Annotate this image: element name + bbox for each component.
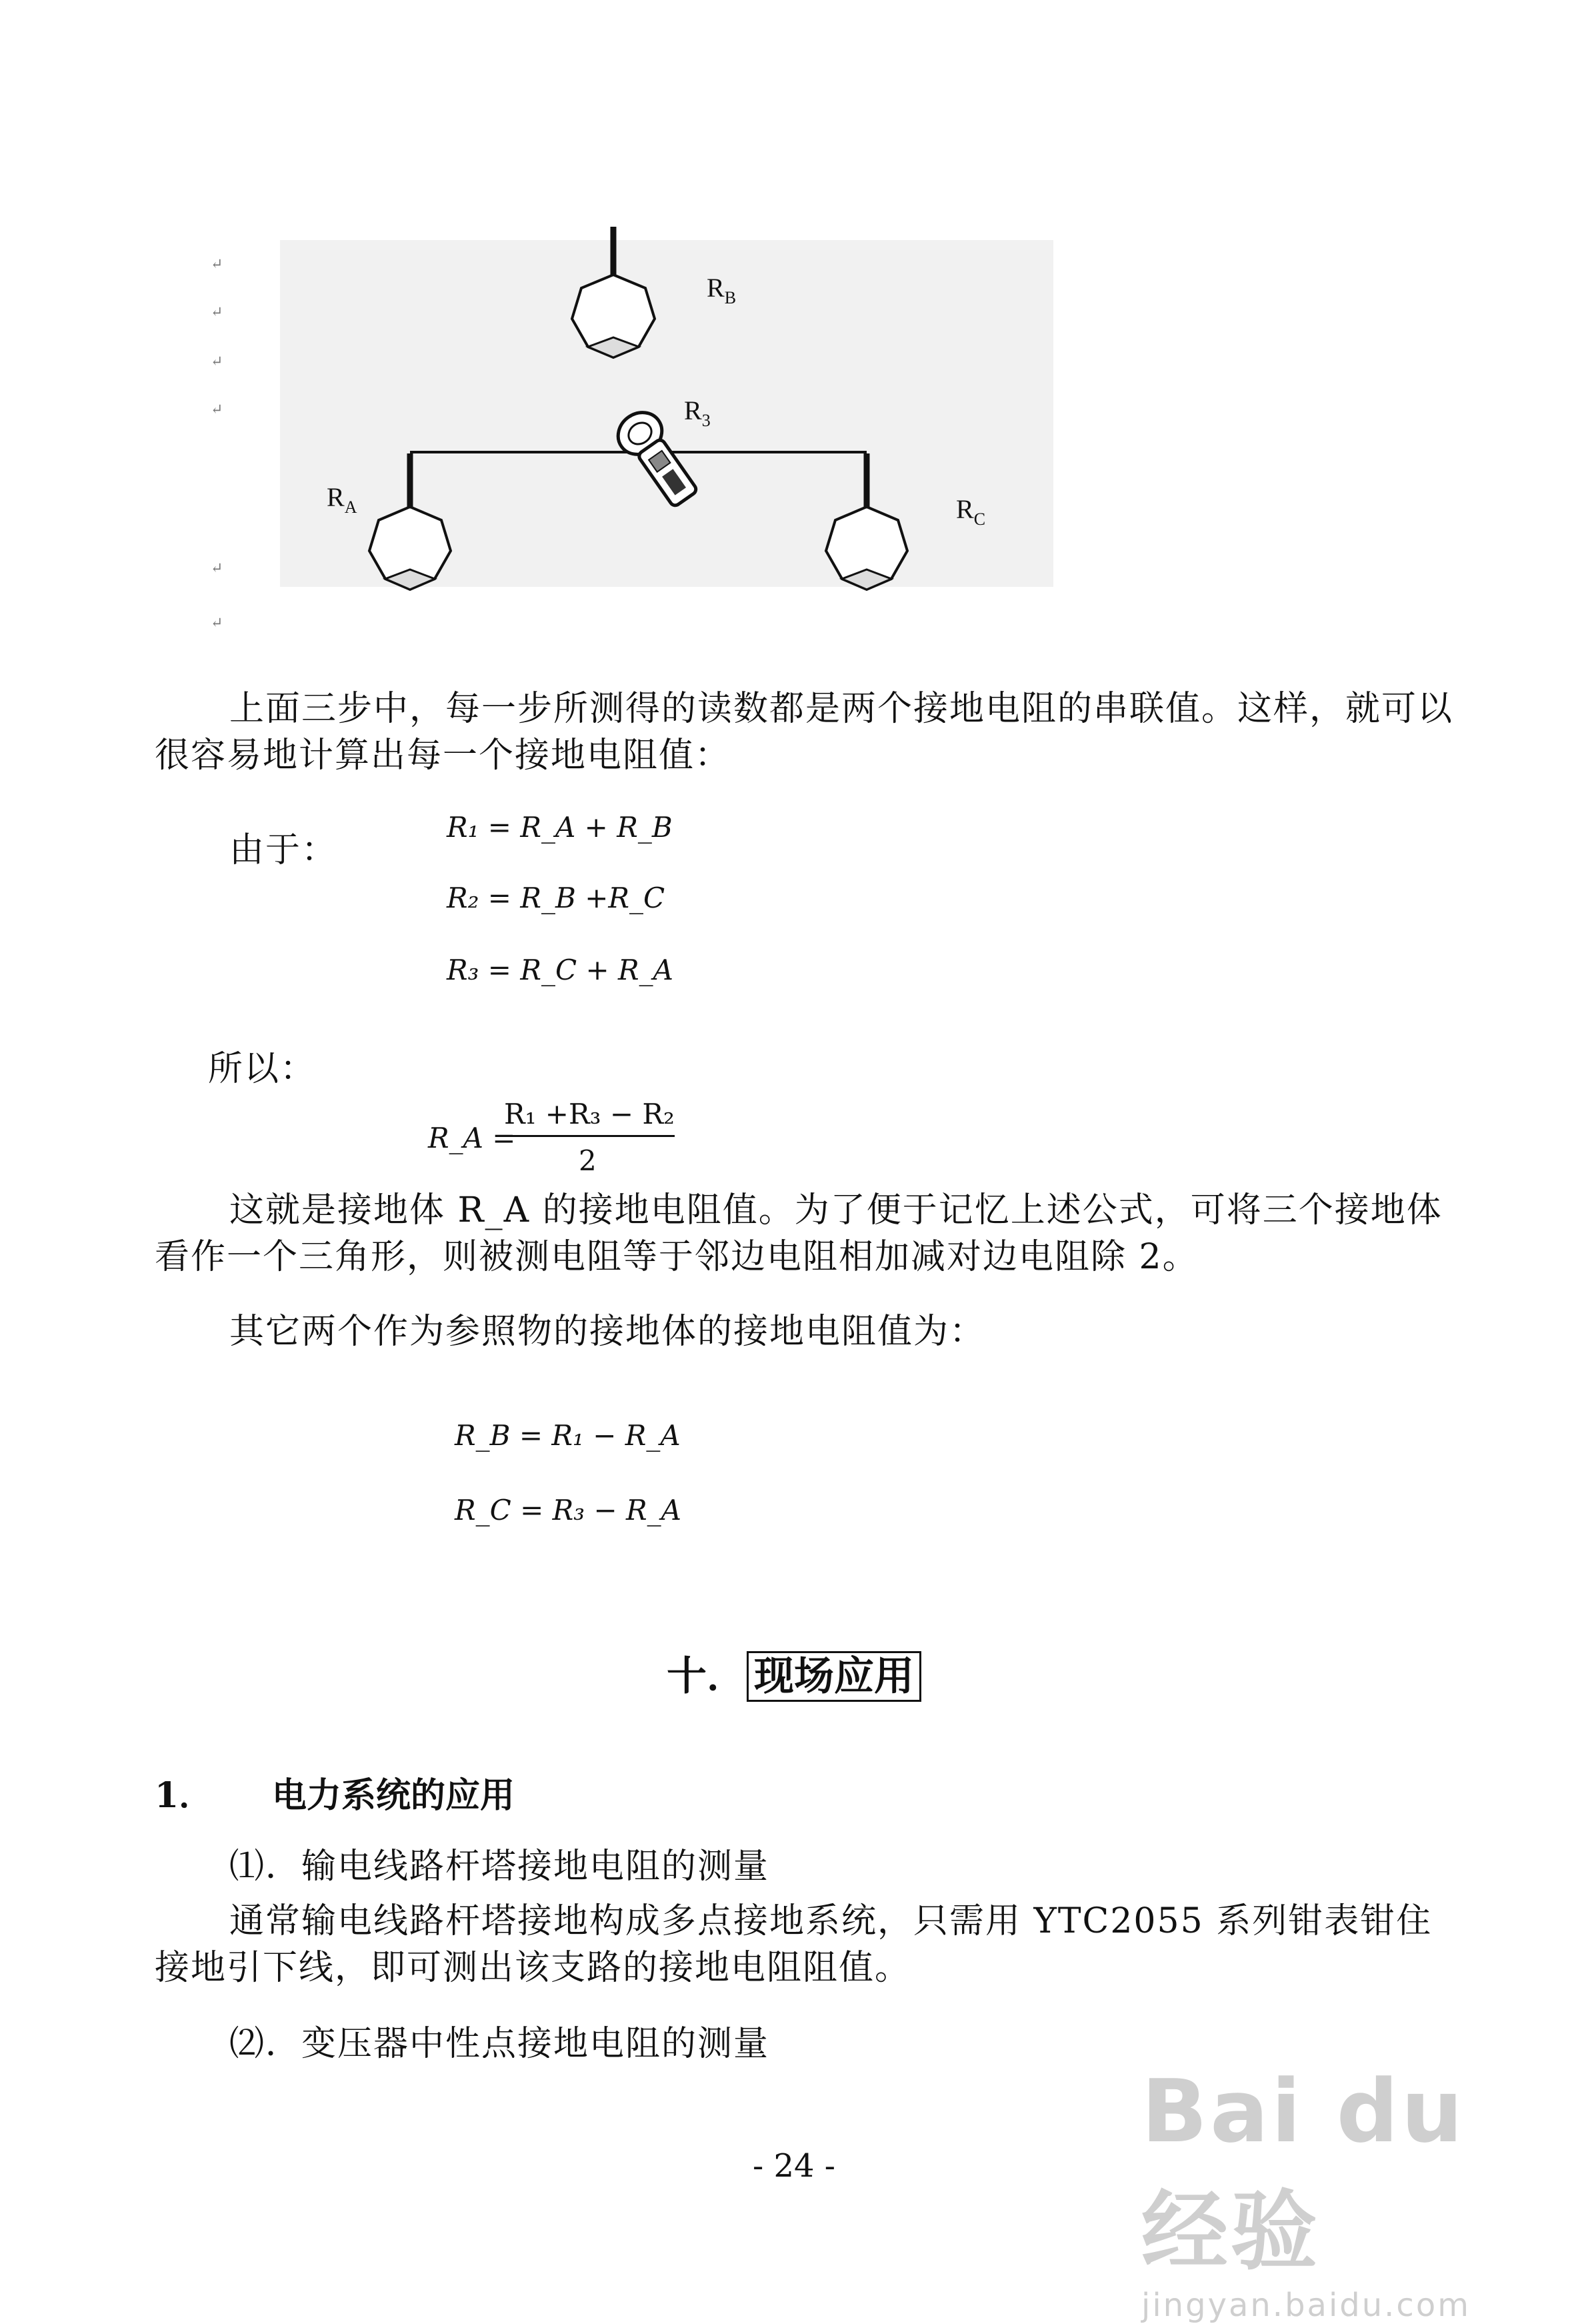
- label-rc: $R_C$: [956, 494, 986, 529]
- watermark-brand: Bai du 经验: [1141, 2061, 1466, 2282]
- equation-r2: R₂ = R_B +R_C: [447, 882, 665, 914]
- paragraph-mark: ↵: [211, 401, 223, 418]
- subsection-transformer-neutral: ⑵．变压器中性点接地电阻的测量: [229, 2024, 770, 2064]
- chapter-heading: [0, 1644, 1588, 1702]
- equation-rb: R_B = R₁ − R_A: [455, 1419, 681, 1452]
- subsection-tower-grounding: ⑴．输电线路杆塔接地电阻的测量: [229, 1847, 770, 1887]
- because-label: 由于：: [229, 830, 338, 870]
- therefore-label: 所以：: [208, 1049, 317, 1089]
- paragraph-mark: ↵: [211, 615, 223, 632]
- fraction-bar: [501, 1135, 675, 1137]
- paragraph-triangle-rule: 这就是接地体 R_A 的接地电阻值。为了便于记忆上述公式，可将三个接地体看作一个三角形，则被测电阻等于邻边电阻相加减对边电阻除 2。: [155, 1190, 1443, 1277]
- paragraph-mark: ↵: [211, 256, 223, 273]
- paragraph-reference-electrodes: 其它两个作为参照物的接地体的接地电阻值为：: [229, 1312, 986, 1352]
- paragraph-series-explanation: 上面三步中，每一步所测得的读数都是两个接地电阻的串联值。这样，就可以很容易地计算出每一个接地电阻值：: [155, 689, 1454, 776]
- label-rb: $R_B$: [707, 273, 737, 307]
- equation-r1: R₁ = R_A + R_B: [447, 811, 673, 844]
- label-ra: $R_A$: [327, 482, 357, 517]
- ground-electrode-diagram: [280, 213, 1067, 607]
- section-title: 电力系统的应用: [272, 1775, 515, 1816]
- label-r3: $R_3$: [684, 395, 711, 430]
- baidu-watermark: [1141, 2061, 1488, 2324]
- section-heading: [155, 1767, 515, 1817]
- section-number: 1．: [155, 1775, 214, 1816]
- page-number: - 24 -: [752, 2147, 836, 2185]
- chapter-number: 十．: [667, 1653, 747, 1700]
- paragraph-mark: ↵: [211, 353, 223, 370]
- equation-ra-numerator: R₁ +R₃ − R₂: [504, 1098, 675, 1130]
- equation-ra-lhs: R_A =: [428, 1122, 516, 1154]
- paragraph-tower-grounding: 通常输电线路杆塔接地构成多点接地系统，只需用 YTC2055 系列钳表钳住接地引下线，即可测出该支路的接地电阻阻值。: [155, 1901, 1433, 1988]
- equation-ra-denominator: 2: [579, 1144, 597, 1177]
- equation-r3: R₃ = R_C + R_A: [447, 954, 673, 986]
- paragraph-mark: ↵: [211, 560, 223, 577]
- chapter-title: 现场应用: [747, 1651, 921, 1702]
- equation-rc: R_C = R₃ − R_A: [455, 1494, 681, 1526]
- watermark-url: jingyan.baidu.com: [1141, 2287, 1471, 2324]
- paragraph-mark: ↵: [211, 304, 223, 321]
